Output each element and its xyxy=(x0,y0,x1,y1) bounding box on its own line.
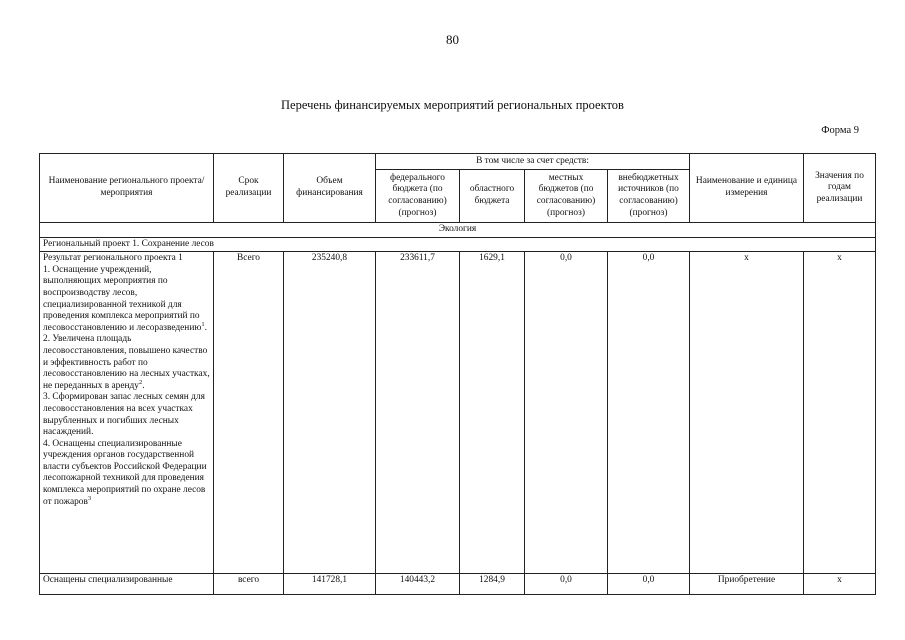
header-term: Срок реализации xyxy=(214,154,284,223)
project-row xyxy=(40,237,876,252)
cell-volume: 235240,8 xyxy=(284,252,376,574)
result-item-1-text: 1. Оснащение учреждений, выполняющих мероприятия по воспроизводству лесов, специализированной техникой для проведения комплекса мероприятий по лесовосстановлению и лесоразведению xyxy=(43,264,202,333)
header-row-1 xyxy=(40,154,876,170)
header-regional: областного бюджета xyxy=(460,170,525,223)
footnote-3: 3 xyxy=(87,494,92,502)
result-item-2-text: 2. Увеличена площадь лесовосстановления, повышено качество и эффективность работ по лесовосстановлению на лесных участках, не переданных в аренду xyxy=(43,334,210,391)
header-including: В том числе за счет средств: xyxy=(376,154,690,170)
result-item-4 xyxy=(43,439,210,509)
cell-local: 0,0 xyxy=(525,252,608,574)
footnote-2: 2 xyxy=(138,378,143,386)
cell-values: х xyxy=(804,574,876,595)
form-label: Форма 9 xyxy=(821,125,859,136)
page-number: 80 xyxy=(446,32,459,47)
result-intro: Результат регионального проекта 1 xyxy=(43,253,183,264)
header-extra: внебюджетных источников (по согласованию) (прогноз) xyxy=(608,170,690,223)
header-federal: федерального бюджета (по согласованию) (прогноз) xyxy=(376,170,460,223)
cell-unit: х xyxy=(690,252,804,574)
funding-table xyxy=(39,153,876,595)
cell-volume: 141728,1 xyxy=(284,574,376,595)
table-row xyxy=(40,252,876,574)
section-title: Экология xyxy=(40,223,876,238)
cell-regional: 1629,1 xyxy=(460,252,525,574)
result-item-1-tail: . xyxy=(204,322,207,333)
result-item-2-tail: . xyxy=(142,380,145,391)
header-unit: Наименование и единица измерения xyxy=(690,154,804,223)
cell-local: 0,0 xyxy=(525,574,608,595)
result-item-3: 3. Сформирован запас лесных семян для лесовосстановления на всех участках вырубленных и погибших лесных насаждений. xyxy=(43,392,205,438)
project-title: Региональный проект 1. Сохранение лесов xyxy=(40,237,876,252)
footnote-1: 1 xyxy=(201,320,205,328)
header-values: Значения по годам реализации xyxy=(804,154,876,223)
header-local: местных бюджетов (по согласованию) (прогноз) xyxy=(525,170,608,223)
cell-extra: 0,0 xyxy=(608,252,690,574)
cell-federal: 233611,7 xyxy=(376,252,460,574)
cell-regional: 1284,9 xyxy=(460,574,525,595)
header-volume: Объем финансирования xyxy=(284,154,376,223)
cell-term: всего xyxy=(214,574,284,595)
cell-unit: Приобретение xyxy=(690,574,804,595)
result-item-4-text: 4. Оснащены специализированные учреждения органов государственной власти субъектов Российской Федерации лесопожарной техникой для проведения комплекса мероприятий по охране лесов от пожаров xyxy=(43,438,207,507)
cell-term: Всего xyxy=(214,252,284,574)
header-name: Наименование регионального проекта/ мероприятия xyxy=(40,154,214,223)
cell-name: Оснащены специализированные xyxy=(40,574,214,595)
cell-federal: 140443,2 xyxy=(376,574,460,595)
cell-values: х xyxy=(804,252,876,574)
result-description xyxy=(40,252,214,574)
result-item-1 xyxy=(43,265,210,335)
result-item-2 xyxy=(43,334,210,392)
section-row xyxy=(40,223,876,238)
document-title: Перечень финансируемых мероприятий региональных проектов xyxy=(281,98,624,112)
cell-extra: 0,0 xyxy=(608,574,690,595)
table-row xyxy=(40,574,876,595)
